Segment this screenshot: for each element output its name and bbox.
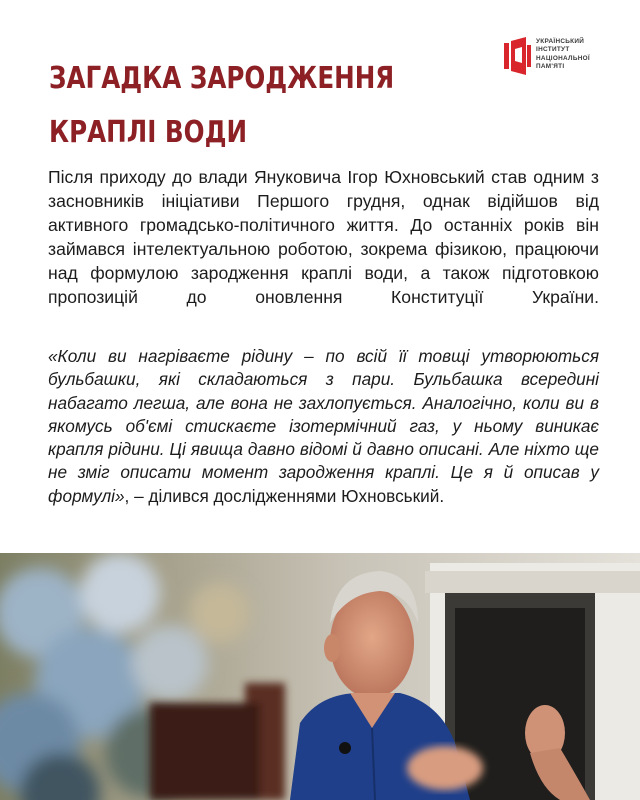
institute-logo [504, 37, 614, 77]
portrait-photo [0, 553, 640, 800]
quote-text: «Коли ви нагріваєте рідину – по всій її товщі утворюються бульбашки, які складаються з пари. Бульбашка всередині набагато легша, але вона не захлопується. Аналогічно, коли ви в якомусь об'ємі стискаєте ізотермічний газ, у ньому виникає крапля рідини. Ці явища давно відомі й давно описані. Але ніхто ще не зміг описати момент зародження краплі. Це я й описав у формулі» [48, 346, 599, 506]
quote-attribution: , – ділився дослідженнями Юхновський. [124, 485, 445, 506]
institute-logo-icon [504, 37, 532, 75]
title-line-2: КРАПЛІ ВОДИ [49, 115, 248, 150]
institute-logo-text: УКРАЇНСЬКИЙ ІНСТИТУТ НАЦІОНАЛЬНОЇ ПАМ'ЯТІ [536, 38, 590, 71]
body-paragraph: Після приходу до влади Януковича Ігор Юхновський став одним з засновників ініціативи Першого грудня, однак відійшов від активного громадсько-політичного життя. До останніх років він займався інтелектуальною роботою, зокрема фізикою, працюючи над формулою зародження краплі води, а також підготовкою пропозицій до оновлення Конституції України. [48, 167, 599, 307]
page-title [49, 52, 394, 160]
quote-block [48, 345, 599, 508]
portrait-photo-illustration [0, 553, 640, 800]
title-line-1: ЗАГАДКА ЗАРОДЖЕННЯ [49, 61, 395, 96]
